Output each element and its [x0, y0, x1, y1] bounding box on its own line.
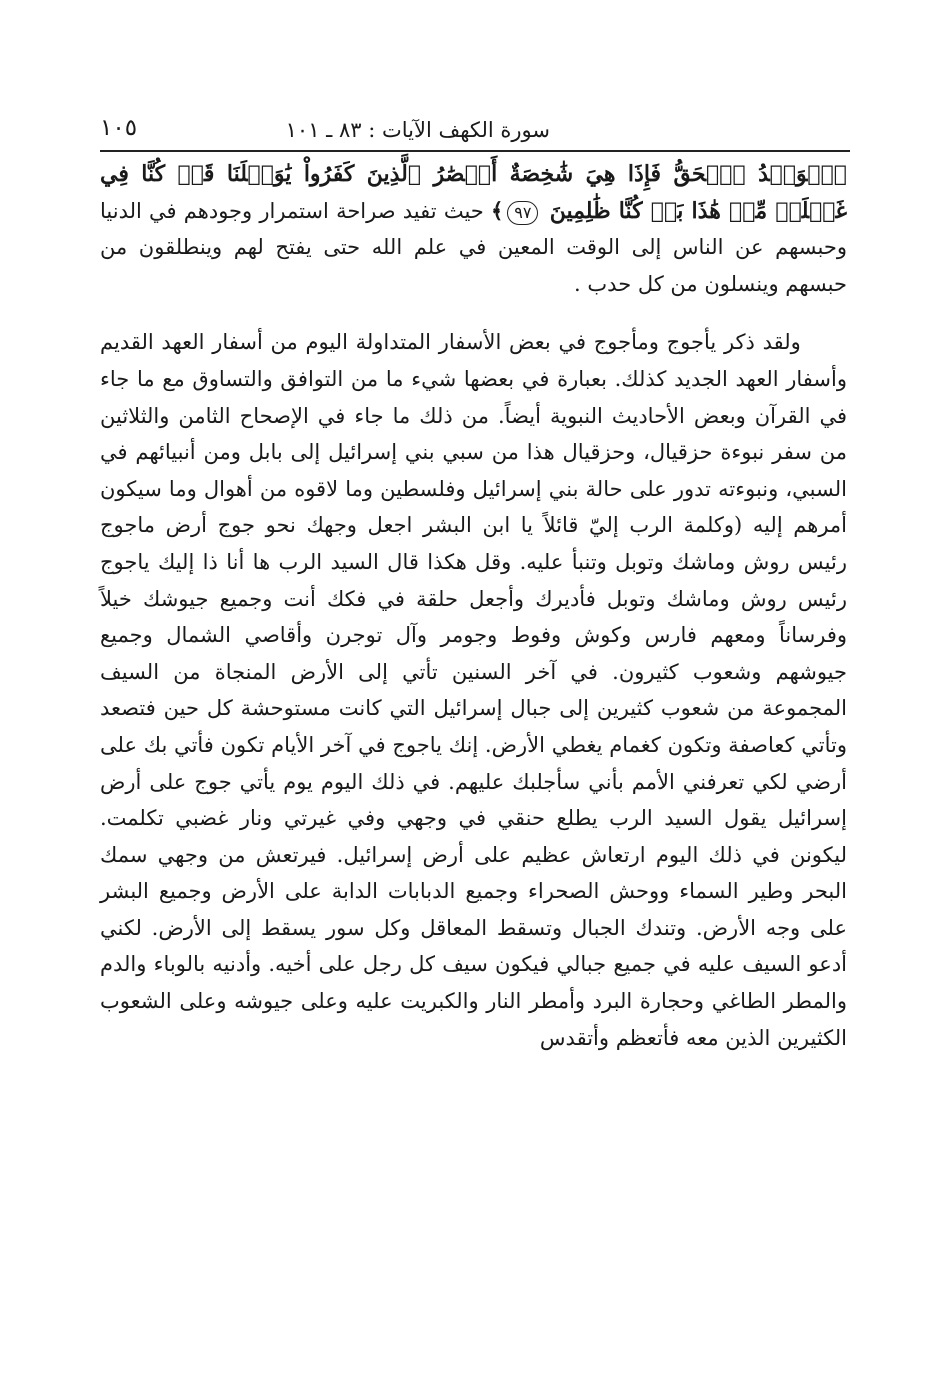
ayah-number-marker: ٩٧	[507, 201, 538, 225]
quran-verse: ٱلۡوَعۡدُ ٱلۡحَقُّ فَإِذَا هِيَ شَٰخِصَةٌ أَبۡصَٰرُ ٱلَّذِينَ كَفَرُواْ يَٰوَيۡلَنَا قَدۡ كُنَّا فِي غَفۡلَةٖ مِّنۡ هَٰذَا بَلۡ كُنَّا ظَٰلِمِينَ	[100, 161, 847, 224]
commentary-text: حيث تفيد صراحة استمرار وجودهم في الدنيا وحبسهم عن الناس إلى الوقت المعين في علم الله حتى يفتح لهم وينطلقون من حبسهم وينسلون من كل حدب .	[100, 198, 847, 296]
body-text	[100, 156, 847, 1056]
header-rule	[100, 150, 850, 152]
header-title: سورة الكهف الآيات : ٨٣ ـ ١٠١	[285, 118, 550, 142]
paragraph-quran-commentary	[100, 156, 847, 302]
closing-brace: ﴾	[490, 197, 504, 223]
running-header	[100, 112, 850, 148]
page-number: ١٠٥	[100, 115, 138, 141]
paragraph-gog-magog: ولقد ذكر يأجوج ومأجوج في بعض الأسفار المتداولة اليوم من أسفار العهد القديم وأسفار العهد الجديد كذلك. بعبارة في بعضها شيء ما من التوافق والتساوق مع ما جاء في القرآن وبعض الأحاديث النبوية أيضاً. من ذلك ما جاء في الإصحاح الثامن والثلاثين من سفر نبوءة حزقيال، وحزقيال هذا من سبي بني إسرائيل إلى بابل ومن أنبيائهم في السبي، ونبوءته تدور على حالة بني إسرائيل وفلسطين وما لاقوه من أهوال وما سيكون أمرهم إليه (وكلمة الرب إليّ قائلاً يا ابن البشر اجعل وجهك نحو جوج أرض ماجوج رئيس روش وماشك وتوبل وتنبأ عليه. وقل هكذا قال السيد الرب ها أنا ذا إليك ياجوج رئيس روش وماشك وتوبل فأديرك وأجعل حلقة في فكك أنت وجميع جيوشك خيلاً وفرساناً ومعهم فارس وكوش وفوط وجومر وآل توجرن وأقاصي الشمال وجميع جيوشهم وشعوب كثيرون. في آخر السنين تأتي إلى الأرض المنجاة من السيف المجموعة من شعوب كثيرين إلى جبال إسرائيل التي كانت مستوحشة كل حين فتصعد وتأتي كعاصفة وتكون كغمام يغطي الأرض. إنك ياجوج في آخر الأيام تكون فأتي بك على أرضي لكي تعرفني الأمم بأني سأجلبك عليهم. في ذلك اليوم يوم يأتي جوج على أرض إسرائيل يقول السيد الرب يطلع حنقي في وجهي وفي غيرتي ونار غضبي تكلمت. ليكونن في ذلك اليوم ارتعاش عظيم على أرض إسرائيل. فيرتعش من وجهي سمك البحر وطير السماء ووحش الصحراء وجميع الدبابات الدابة على الأرض وجميع البشر على وجه الأرض. وتندك الجبال وتسقط المعاقل وكل سور يسقط إلى الأرض. لكني أدعو السيف عليه في جميع جبالي فيكون سيف كل رجل على أخيه. وأدنيه بالوباء والدم والمطر الطاغي وحجارة البرد وأمطر النار والكبريت عليه وعلى جيوشه وعلى الشعوب الكثيرين الذين معه فأتعظم وأتقدس	[100, 330, 847, 1050]
